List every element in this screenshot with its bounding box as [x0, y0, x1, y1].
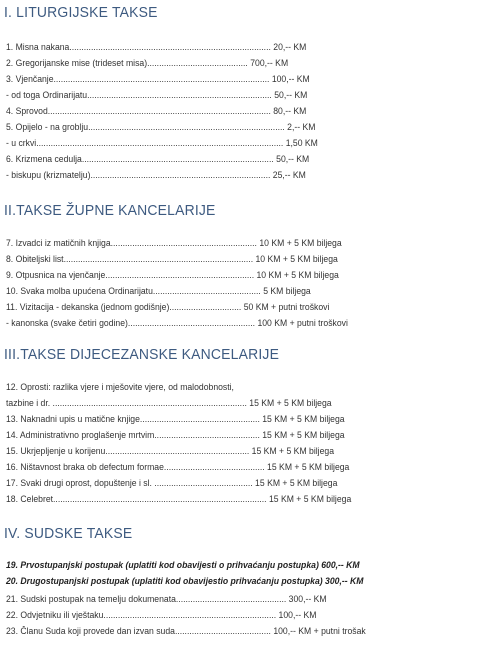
fee-line: 15. Ukrjepljenje u korijenu............................................................ 15 KM + 5 KM biljega	[6, 446, 334, 457]
fee-line: 6. Krizmena cedulja................................................................................ 50,-- KM	[6, 154, 310, 165]
fee-line: 13. Naknadni upis u matične knjige.................................................. 15 KM + 5 KM biljega	[6, 414, 345, 425]
fee-line-bold	[6, 560, 360, 572]
fee-line: 7. Izvadci iz matičnih knjiga............................................................. 10 KM + 5 KM biljega	[6, 238, 342, 249]
fee-line: 21. Sudski postupak na temelju dokumenata.............................................. 300,-- KM	[6, 594, 327, 605]
fee-line: 12. Oprosti: razlika vjere i mješovite vjere, od malodobnosti,	[6, 382, 234, 393]
fee-line-bold	[6, 576, 363, 588]
fee-line: tazbine i dr. ................................................................................. 15 KM + 5 KM biljega	[6, 398, 332, 409]
fee-line: - biskupu (krizmatelju)........................................................................... 25,-- KM	[6, 170, 306, 181]
fee-line: 1. Misna nakana.................................................................................... 20,-- KM	[6, 42, 307, 53]
fee-line: 10. Svaka molba upućena Ordinarijatu............................................. 5 KM biljega	[6, 286, 311, 297]
fee-line: 3. Vjenčanje.......................................................................................... 100,-- KM	[6, 74, 310, 85]
fee-line: 17. Svaki drugi oprost, dopuštenje i sl. ......................................... 15 KM + 5 KM biljega	[6, 478, 338, 489]
fee-line: 8. Obiteljski list............................................................................... 10 KM + 5 KM biljega	[6, 254, 338, 265]
fee-line: 14. Administrativno proglašenje mrtvim............................................ 15 KM + 5 KM biljega	[6, 430, 345, 441]
fee-line: 18. Celebret......................................................................................... 15 KM + 5 KM biljega	[6, 494, 352, 505]
fee-line: - od toga Ordinarijatu............................................................................. 50,-- KM	[6, 90, 308, 101]
fee-line: - u crkvi....................................................................................................... 1,50 KM	[6, 138, 318, 149]
fee-line: 9. Otpusnica na vjenčanje.............................................................. 10 KM + 5 KM biljega	[6, 270, 339, 281]
fee-line: - kanonska (svake četiri godine)..................................................... 100 KM + putni troškovi	[6, 318, 348, 329]
fee-line-text: 19. Prvostupanjski postupak (uplatiti kod obavijesti o prihvaćanju postupka) 600,-- KM	[6, 560, 360, 571]
section-title-zupne-kancelarije: II.TAKSE ŽUPNE KANCELARIJE	[4, 202, 216, 219]
fee-line: 5. Opijelo - na groblju.................................................................................. 2,-- KM	[6, 122, 316, 133]
fee-line-text: 20. Drugostupanjski postupak (uplatiti kod obavijestio prihvaćanju postupka) 300,-- KM	[6, 576, 364, 587]
fee-line: 4. Sprovod............................................................................................. 80,-- KM	[6, 106, 307, 117]
fee-line: 2. Gregorijanske mise (trideset misa).......................................... 700,-- KM	[6, 58, 289, 69]
section-title-sudske-takse: IV. SUDSKE TAKSE	[4, 525, 133, 542]
fee-line: 11. Vizitacija - dekanska (jednom godišnje).............................. 50 KM + putni troškovi	[6, 302, 330, 313]
fee-line: 16. Ništavnost braka ob defectum formae.......................................... 15 KM + 5 KM biljega	[6, 462, 350, 473]
fee-line: 22. Odvjetniku ili vještaku........................................................................ 100,-- KM	[6, 610, 317, 621]
fee-line: 23. Članu Suda koji provede dan izvan suda........................................ 100,-- KM + putni trošak	[6, 626, 366, 637]
section-title-liturgijske: I. LITURGIJSKE TAKSE	[4, 4, 158, 21]
section-title-dijecezanske-kancelarije: III.TAKSE DIJECEZANSKE KANCELARIJE	[4, 346, 280, 363]
